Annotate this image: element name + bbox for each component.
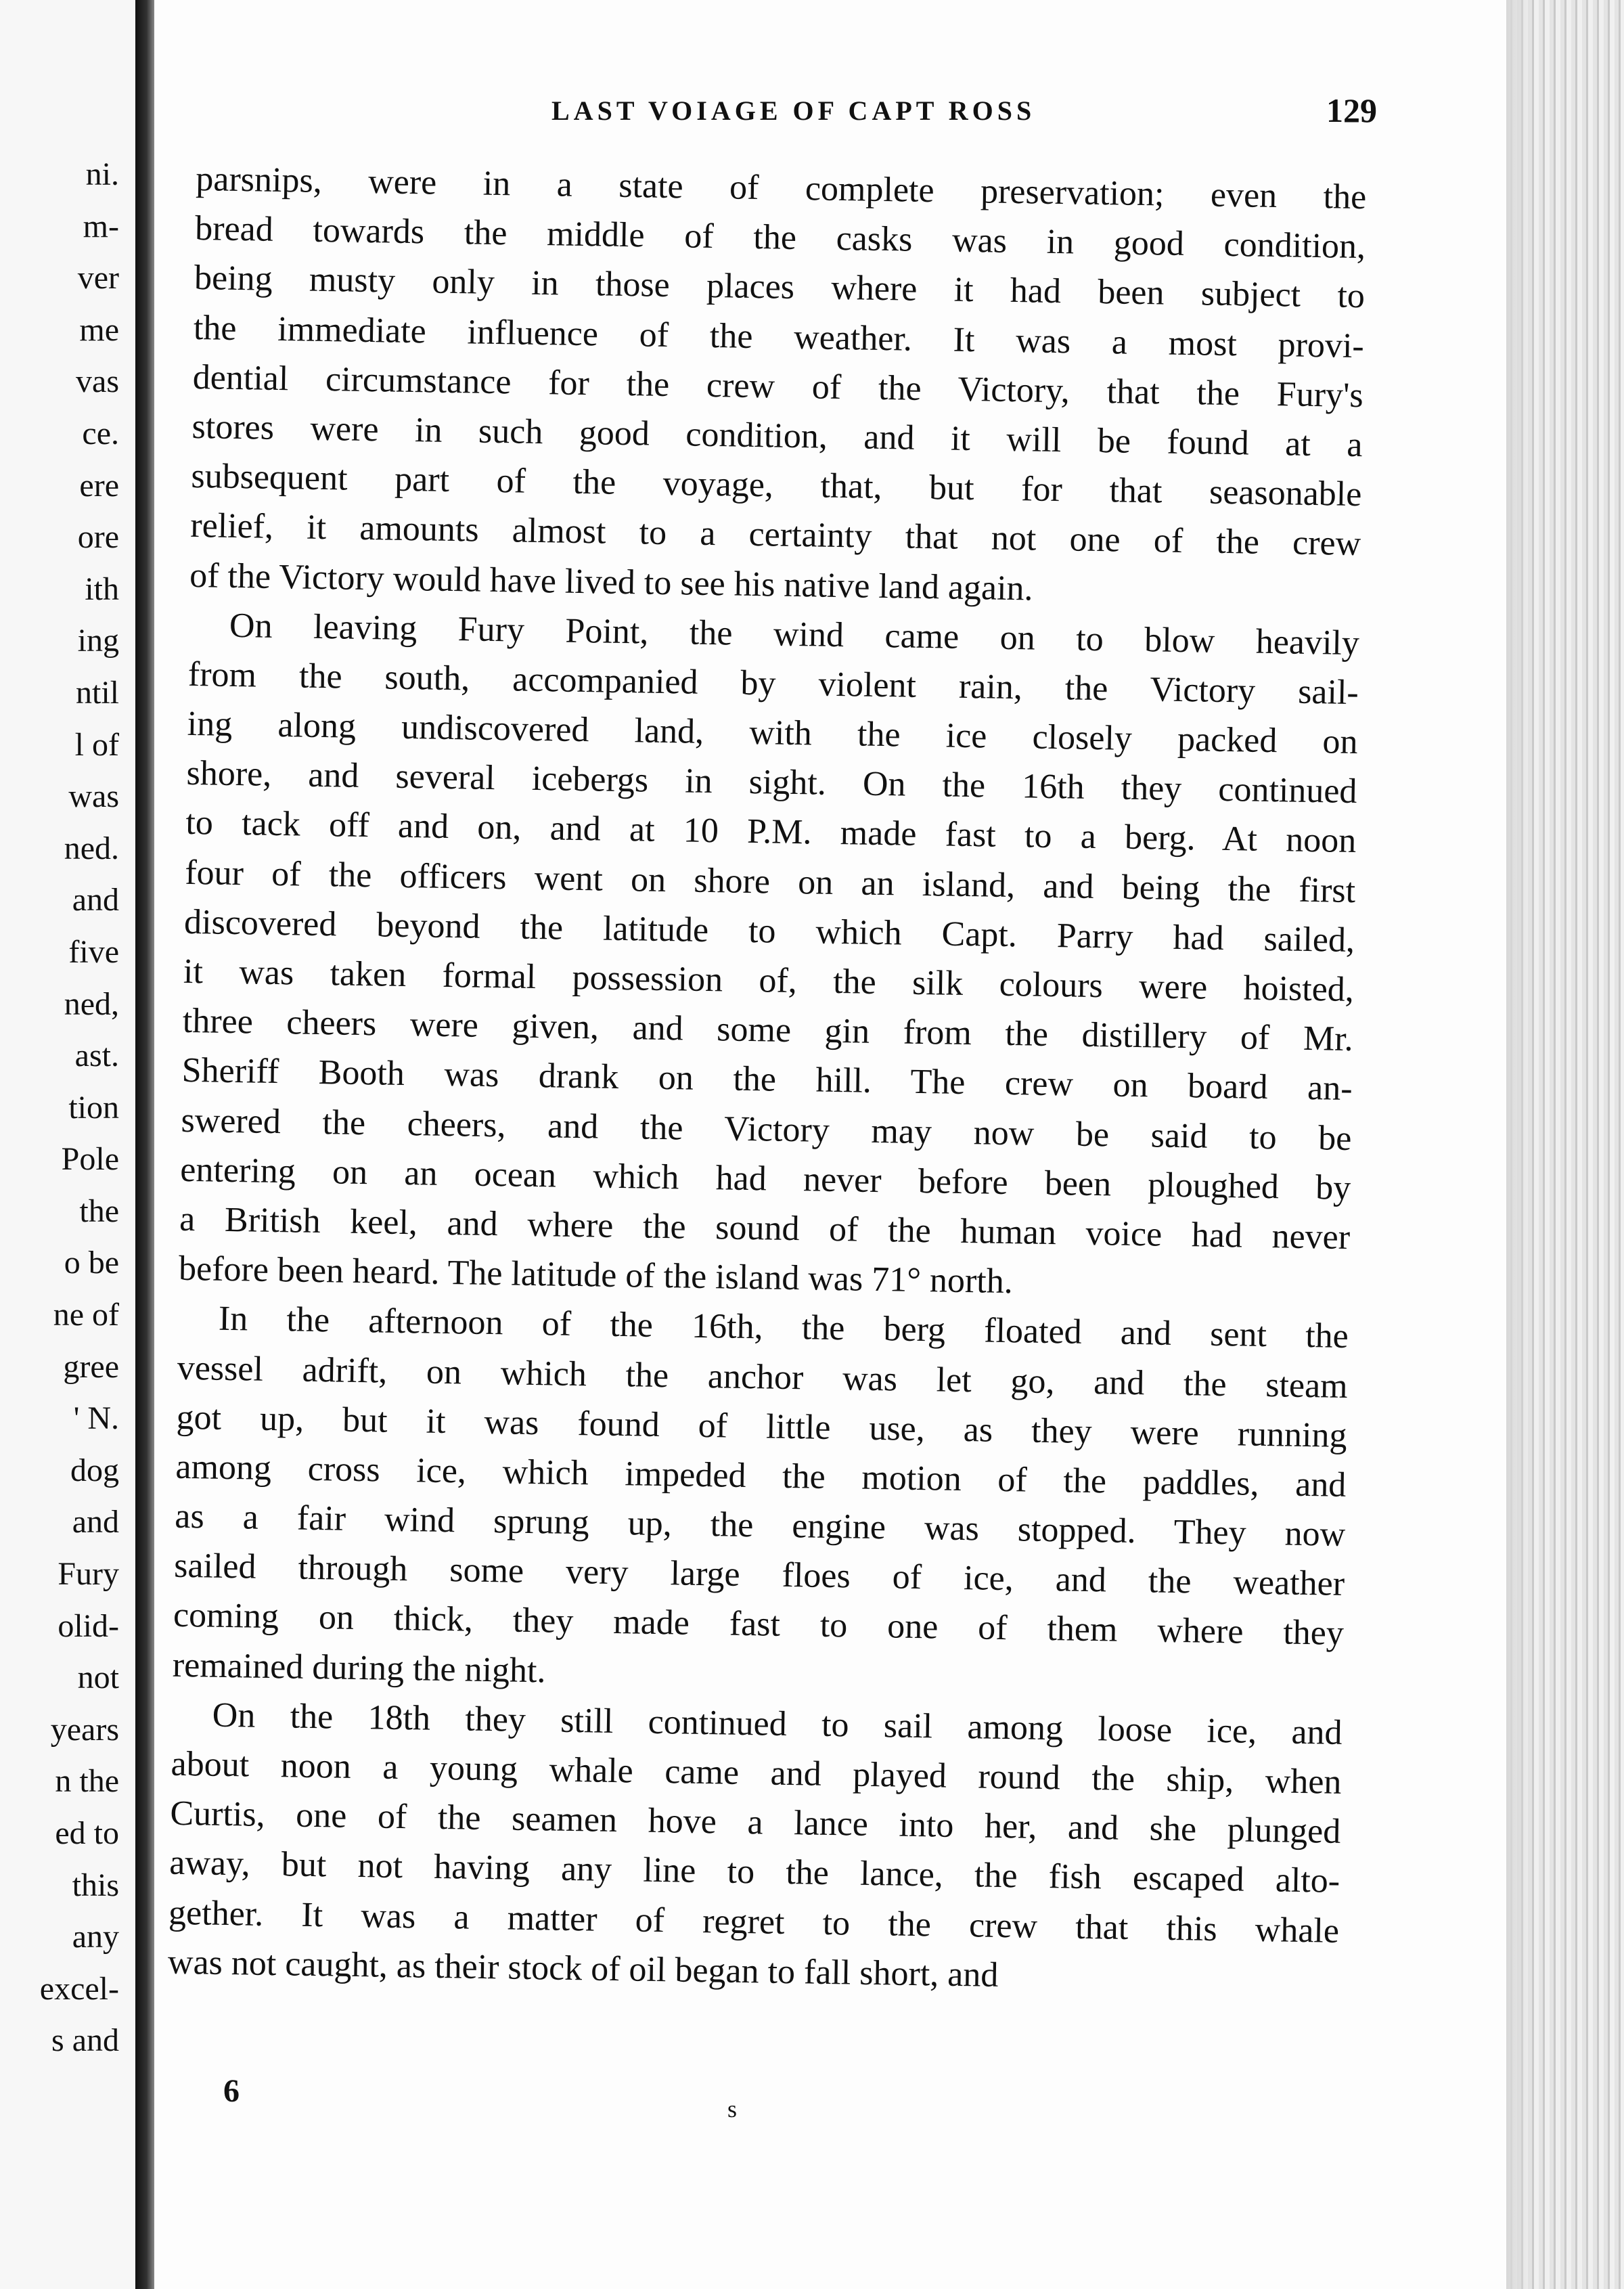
left-page-fragment: ned.: [64, 830, 119, 866]
left-page-fragment: m-: [83, 208, 119, 244]
book-gutter: [135, 0, 154, 2289]
left-page-fragment: ned,: [64, 985, 119, 1022]
text-line: bread towards the middle of the casks was in good condition,: [194, 209, 1366, 267]
text-line: it was taken formal possession of, the silk colours were hoisted,: [183, 952, 1355, 1010]
left-page-fragment: and: [72, 1504, 119, 1540]
left-page-fragment: ith: [85, 571, 119, 607]
left-page-fragment: was: [68, 778, 119, 815]
text-line: Curtis, one of the seamen hove a lance into her, and she plunged: [170, 1794, 1341, 1852]
left-page-fragment: dog: [70, 1452, 119, 1488]
page-number: 129: [1326, 91, 1377, 129]
left-page-fragment: vas: [76, 363, 119, 400]
left-page-fragment: gree: [63, 1348, 119, 1385]
left-page-fragment: years: [50, 1711, 119, 1748]
left-page-fragment: n the: [55, 1763, 119, 1800]
text-line: remained during the night.: [172, 1645, 546, 1691]
text-line: stores were in such good condition, and it will be found at a: [191, 407, 1363, 465]
text-line: was not caught, as their stock of oil began to fall short, and: [167, 1942, 999, 1995]
text-line: vessel adrift, on which the anchor was let go, and the steam: [177, 1348, 1349, 1406]
paragraph: [189, 154, 1367, 619]
left-page-fragment: and: [72, 882, 119, 918]
left-page-fragment: l of: [74, 726, 119, 763]
left-page-fragment: ver: [77, 260, 119, 296]
left-page-fragment: ce.: [82, 415, 119, 451]
left-page-fragment: ni.: [85, 156, 119, 192]
text-line: relief, it amounts almost to a certainty that not one of the crew: [189, 506, 1361, 564]
text-line: entering on an ocean which had never before been ploughed by: [179, 1150, 1351, 1207]
page-edges: [1506, 0, 1624, 2289]
page-header: [389, 91, 1377, 135]
text-line: swered the cheers, and the Victory may now be said to be: [181, 1101, 1352, 1158]
left-page-fragment: ore: [77, 519, 119, 556]
text-line: parsnips, were in a state of complete preservation; even the: [195, 159, 1367, 217]
left-page-fragment: the: [79, 1193, 119, 1229]
left-page-fragment: this: [72, 1867, 119, 1903]
text-line: three cheers were given, and some gin from the distillery of Mr.: [182, 1002, 1354, 1059]
left-page-fragment: Fury: [58, 1556, 119, 1593]
text-line: discovered beyond the latitude to which Capt. Parry had sailed,: [183, 902, 1355, 960]
left-page-fragment: ne of: [53, 1297, 119, 1333]
text-line: shore, and several icebergs in sight. On the 16th they continued: [186, 754, 1357, 812]
text-line: a British keel, and where the sound of the human voice had never: [179, 1199, 1351, 1257]
text-line: dential circumstance for the crew of the Victory, that the Fury's: [192, 357, 1364, 415]
text-line: to tack off and on, and at 10 P.M. made fast to a berg. At noon: [185, 803, 1357, 861]
text-line: before been heard. The latitude of the island was 71° north.: [178, 1249, 1014, 1302]
text-line: On leaving Fury Point, the wind came on to blow heavily: [229, 606, 1360, 663]
left-page-fragment: tion: [68, 1089, 119, 1126]
paragraph: [167, 1690, 1343, 2005]
paragraph: [179, 600, 1360, 1312]
left-page-fragments: [40, 149, 119, 2067]
body-text: [167, 154, 1366, 2005]
left-page-fragment: o be: [64, 1245, 119, 1281]
left-page-fragment: me: [79, 311, 119, 348]
text-line: ing along undiscovered land, with the ice closely packed on: [187, 704, 1359, 762]
running-head: LAST VOIAGE OF CAPT ROSS: [551, 95, 1036, 126]
text-line: sailed through some very large floes of ice, and the weather: [173, 1546, 1345, 1604]
left-page-fragment: ' N.: [73, 1400, 119, 1437]
left-page-fragment: ed to: [55, 1815, 119, 1851]
left-page-fragment: not: [77, 1660, 119, 1696]
text-line: from the south, accompanied by violent rain, the Victory sail-: [187, 654, 1359, 712]
left-page-fragment: ntil: [75, 674, 119, 711]
left-page-fragment: Pole: [61, 1141, 119, 1178]
text-line: coming on thick, they made fast to one of them where they: [173, 1596, 1345, 1653]
text-line: as a fair wind sprung up, the engine was stopped. They now: [174, 1496, 1346, 1554]
text-line: among cross ice, which impeded the motion of the paddles, and: [175, 1447, 1347, 1505]
text-line: being musty only in those places where it had been subject to: [194, 259, 1366, 316]
text-line: away, but not having any line to the lance, the fish escaped alto-: [168, 1844, 1340, 1901]
left-page-fragment: any: [72, 1919, 119, 1955]
left-page: [0, 0, 135, 2289]
left-page-fragment: ere: [79, 467, 119, 504]
text-line: Sheriff Booth was drank on the hill. The crew on board an-: [181, 1051, 1353, 1109]
text-line: of the Victory would have lived to see his native land again.: [189, 556, 1034, 608]
text-line: about noon a young whale came and played round the ship, when: [171, 1744, 1342, 1802]
text-line: the immediate influence of the weather. It was a most provi-: [193, 308, 1365, 365]
text-line: got up, but it was found of little use, as they were running: [176, 1398, 1347, 1455]
text-line: subsequent part of the voyage, that, but for that seasonable: [191, 457, 1362, 514]
text-line: In the afternoon of the 16th, the berg floated and sent the: [218, 1299, 1349, 1356]
signature-mark: 6: [223, 2073, 240, 2109]
left-page-fragment: five: [68, 933, 119, 970]
left-page-fragment: olid-: [58, 1607, 119, 1644]
paragraph: [172, 1293, 1349, 1708]
text-line: On the 18th they still continued to sail among loose ice, and: [212, 1695, 1343, 1752]
text-line: gether. It was a matter of regret to the crew that this whale: [168, 1893, 1340, 1951]
left-page-fragment: excel-: [39, 1970, 119, 2007]
text-line: four of the officers went on shore on an island, and being the first: [184, 853, 1356, 910]
left-page-fragment: ing: [77, 623, 119, 659]
left-page-fragment: ast.: [74, 1038, 119, 1074]
left-page-fragment: s and: [51, 2022, 119, 2059]
footer-mark: s: [727, 2095, 738, 2123]
